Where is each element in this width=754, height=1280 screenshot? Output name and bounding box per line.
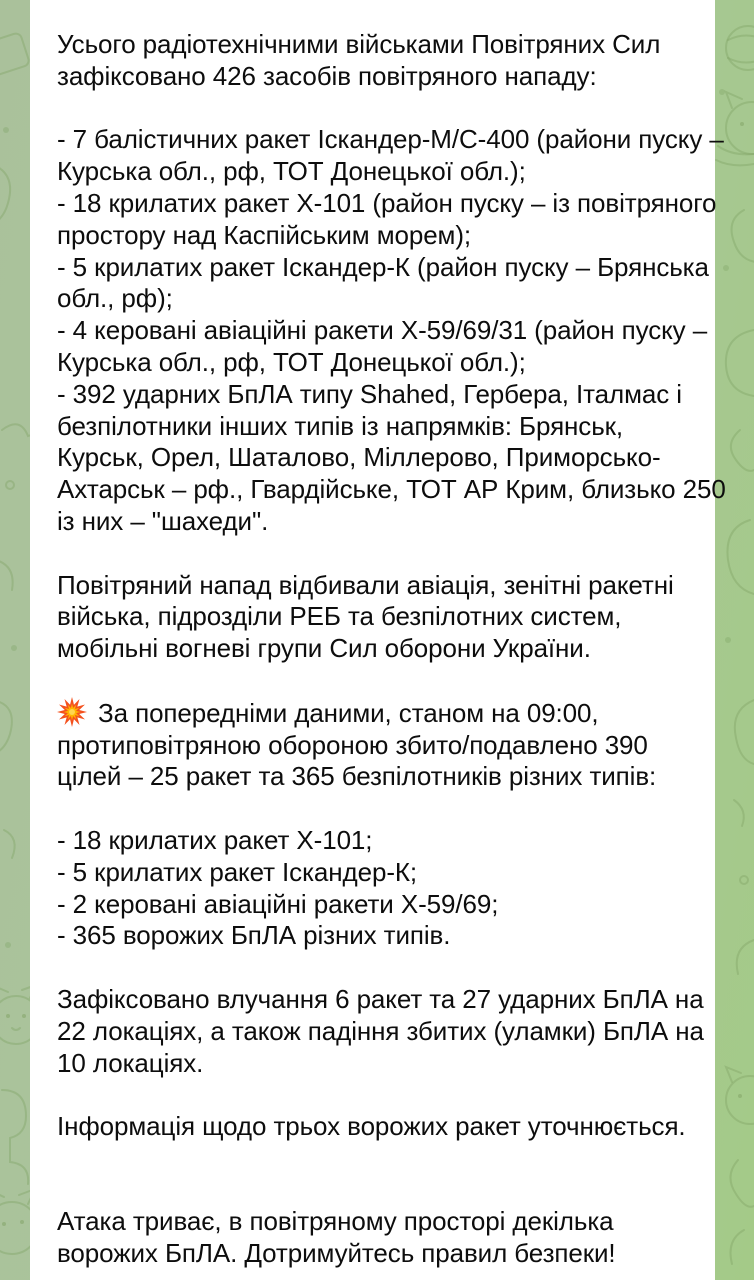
message-paragraph [57, 825, 715, 952]
message-line: - 18 крилатих ракет Х-101; [57, 824, 373, 855]
message-line: обл., рф); [57, 283, 173, 314]
message-paragraph [57, 697, 715, 793]
message-line: простору над Каспійським морем); [57, 219, 472, 250]
message-paragraph [57, 984, 715, 1079]
message-text [30, 0, 726, 1270]
message-line: війська, підрозділи РЕБ та безпілотних систем, [57, 601, 622, 632]
message-line: зафіксовано 426 засобів повітряного нападу: [57, 60, 597, 91]
message-paragraph [57, 1206, 715, 1270]
message-line: 22 локаціях, а також падіння збитих (уламки) БпЛА на [57, 1015, 704, 1046]
message-line: цілей – 25 ракет та 365 безпілотників різних типів: [57, 761, 657, 792]
message-line: із них – "шахеди". [57, 505, 269, 536]
message-paragraph [57, 124, 726, 537]
message-bubble[interactable] [30, 0, 726, 1280]
message-line: - 5 крилатих ракет Іскандер-К; [57, 856, 418, 887]
message-paragraph [57, 570, 715, 665]
message-line: безпілотники інших типів із напрямків: Брянськ, [57, 410, 624, 441]
message-line: Курськ, Орел, Шаталово, Міллерово, Приморсько- [57, 442, 661, 473]
message-line: ворожих БпЛА. Дотримуйтесь правил безпеки! [57, 1238, 616, 1269]
message-line: За попередніми даними, станом на 09:00, [57, 697, 715, 730]
message-line: Атака триває, в повітряному просторі декілька [57, 1206, 614, 1237]
message-line: мобільні вогневі групи Сил оборони України. [57, 633, 591, 664]
message-paragraph [57, 29, 715, 93]
message-line: Зафіксовано влучання 6 ракет та 27 ударних БпЛА на [57, 983, 704, 1014]
message-paragraph [57, 1111, 715, 1143]
message-line: 10 локаціях. [57, 1047, 204, 1078]
message-line: Ахтарськ – рф., Гвардійське, ТОТ АР Крим, близько 250 [57, 474, 726, 505]
message-line: Усього радіотехнічними військами Повітряних Сил [57, 29, 661, 59]
message-line: - 4 керовані авіаційні ракети Х-59/69/31 (район пуску – [57, 315, 708, 346]
message-line: протиповітряною обороною збито/подавлено 390 [57, 729, 648, 760]
message-line: Інформація щодо трьох ворожих ракет уточнюється. [57, 1111, 686, 1142]
collision-burst-icon [57, 697, 87, 727]
message-line: - 5 крилатих ракет Іскандер-К (район пуску – Брянська [57, 251, 709, 282]
message-line: Курська обл., рф, ТОТ Донецької обл.); [57, 156, 526, 187]
message-line: - 2 керовані авіаційні ракети Х-59/69; [57, 888, 499, 919]
message-line: - 18 крилатих ракет Х-101 (район пуску – із повітряного [57, 187, 717, 218]
message-line: - 365 ворожих БпЛА різних типів. [57, 920, 451, 951]
message-line: - 7 балістичних ракет Іскандер-М/С-400 (райони пуску – [57, 124, 724, 155]
message-line: Повітряний напад відбивали авіація, зенітні ракетні [57, 569, 674, 600]
message-line: Курська обл., рф, ТОТ Донецької обл.); [57, 346, 526, 377]
message-line: - 392 ударних БпЛА типу Shahed, Гербера, Італмас і [57, 378, 682, 409]
